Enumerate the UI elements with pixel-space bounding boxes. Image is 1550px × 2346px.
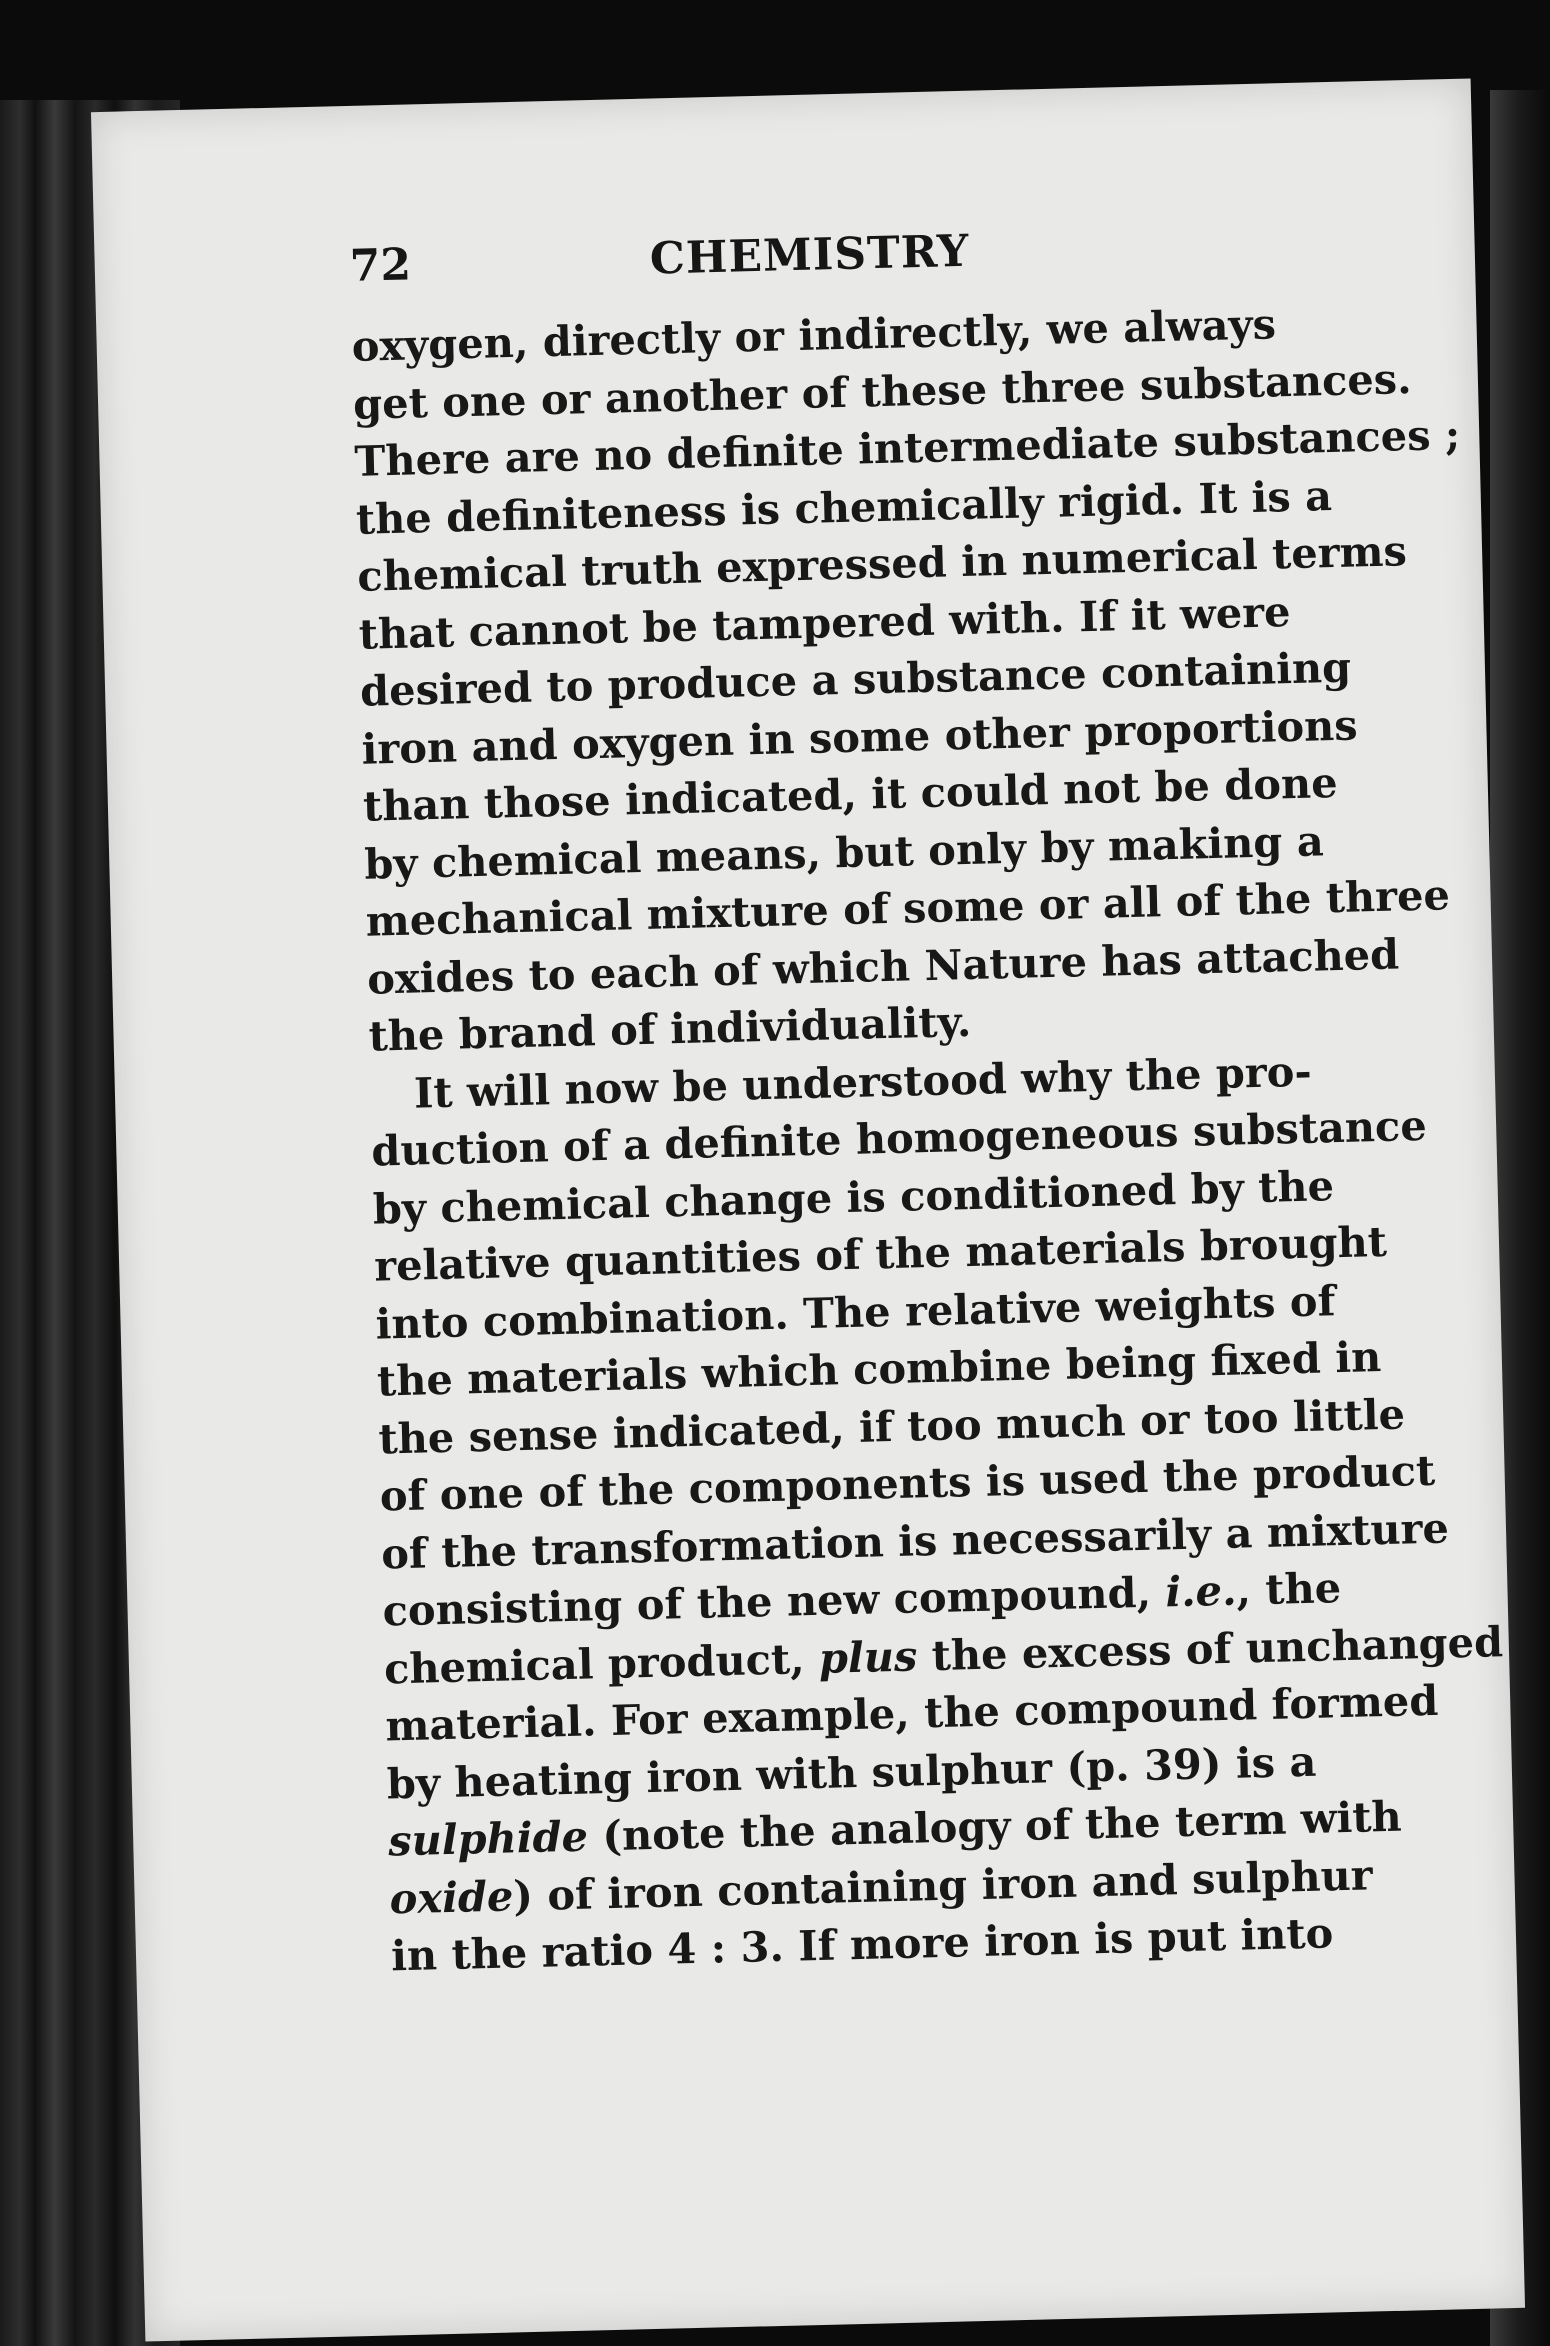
page-content [91,78,1525,2341]
text-line: by chemical means, but only by making a [363,815,1325,889]
text-line: into combination. The relative weights of [375,1275,1336,1349]
text-line: of one of the components is used the product [379,1445,1436,1521]
body-text [351,295,1504,1984]
text-run: ) of iron containing iron and sulphur [512,1849,1374,1920]
italic-oxide: oxide [389,1870,514,1923]
running-title: CHEMISTRY [649,225,971,285]
paragraph-2 [369,1043,1504,1985]
text-run: chemical product, [383,1633,820,1693]
text-line: that cannot be tampered with. If it were [358,586,1291,659]
page-header [349,218,1270,310]
text-line: by chemical change is conditioned by the [372,1160,1335,1234]
text-line: the sense indicated, if too much or too little [377,1388,1406,1464]
text-line: material. For example, the compound formed [384,1675,1439,1751]
italic-sulphide: sulphide [387,1811,589,1866]
text-line: relative quantities of the materials brought [373,1216,1388,1291]
italic-ie: i.e. [1164,1565,1238,1617]
text-line: duction of a definite homogeneous substance [370,1100,1428,1176]
text-line: in the ratio 4 : 3. If more iron is put into [390,1908,1334,1981]
book-page [91,78,1525,2341]
italic-plus: plus [818,1630,918,1683]
text-run: (note the analogy of the term with [587,1791,1403,1861]
text-run: consisting of the new compound, [382,1567,1166,1636]
text-line: by heating iron with sulphur (p. 39) is a [386,1736,1317,1808]
text-line: There are no definite intermediate substances ; [353,409,1461,486]
text-line: oxygen, directly or indirectly, we always [351,299,1277,371]
text-line: desired to produce a substance containing [359,642,1352,716]
text-line: iron and oxygen in some other proportions [360,699,1359,774]
text-run: the excess of unchanged [916,1616,1504,1680]
text-line: mechanical mixture of some or all of the three [365,870,1451,946]
text-line: the definiteness is chemically rigid. It is a [355,470,1333,544]
text-line: of the transformation is necessarily a mixture [380,1502,1450,1579]
text-line: It will now be understood why the pro- [413,1046,1313,1118]
text-line: the materials which combine being fixed in [376,1332,1382,1406]
text-run: , the [1235,1563,1342,1615]
paragraph-1 [351,295,1461,1065]
page-number: 72 [349,239,412,292]
text-line: the brand of individuality. [368,996,972,1061]
text-line: than those indicated, it could not be done [362,757,1339,831]
text-line: chemical truth expressed in numerical terms [356,526,1408,601]
text-line: get one or another of these three substances. [352,353,1413,429]
text-line: oxides to each of which Nature has attached [366,928,1400,1004]
